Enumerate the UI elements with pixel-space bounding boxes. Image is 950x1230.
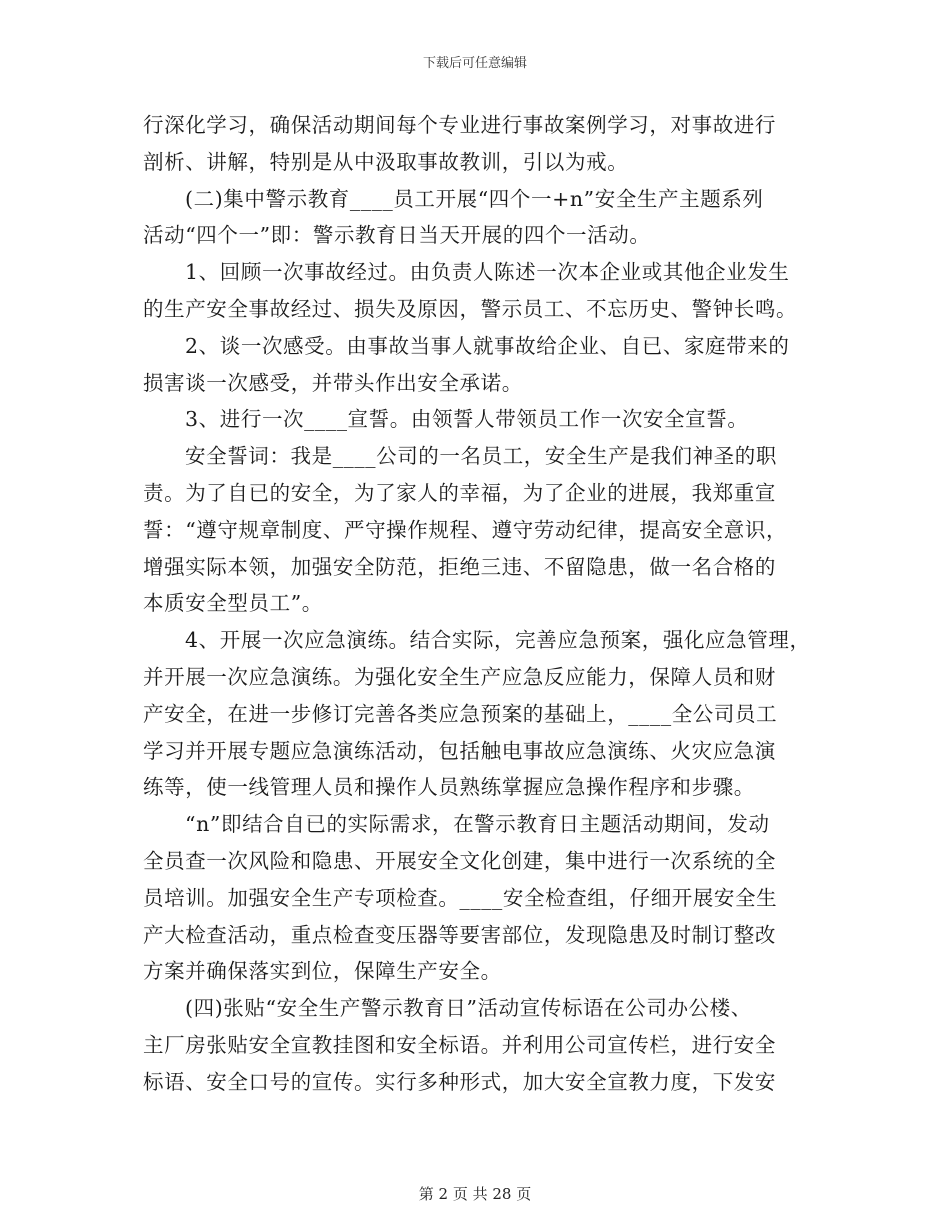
text-line: 2、谈一次感受。由事故当事人就事故给企业、自已、家庭带来的 [185,333,790,358]
text-line: 学习并开展专题应急演练活动，包括触电事故应急演练、火灾应急演 [143,738,776,763]
text-line: 主厂房张贴安全宣教挂图和安全标语。并利用公司宣传栏，进行安全 [143,1032,776,1057]
text-line: 并开展一次应急演练。为强化安全生产应急反应能力，保障人员和财 [143,664,776,689]
text-line: 1、回顾一次事故经过。由负责人陈述一次本企业或其他企业发生 [185,260,790,285]
text-line: (四)张贴“安全生产警示教育日”活动宣传标语在公司办公楼、 [185,996,752,1021]
text-line: “n”即结合自已的实际需求，在警示教育日主题活动期间，发动 [185,812,770,837]
text-line: 活动“四个一”即：警示教育日当天开展的四个一活动。 [143,223,651,248]
text-line: 的生产安全事故经过、损失及原因，警示员工、不忘历史、警钟长鸣。 [143,296,798,321]
text-line: 员培训。加强安全生产专项检查。____安全检查组，仔细开展安全生 [143,885,778,910]
text-line: 标语、安全口号的宣传。实行多种形式，加大安全宣教力度，下发安 [143,1069,776,1094]
text-line: 增强实际本领，加强安全防范，拒绝三违、不留隐患，做一名合格的 [143,554,776,579]
text-line: 本质安全型员工”。 [143,591,323,616]
page-header: 下载后可任意编辑 [422,56,527,71]
text-line: 安全誓词：我是____公司的一名员工，安全生产是我们神圣的职 [185,444,777,469]
text-line: 誓：“遵守规章制度、严守操作规程、遵守劳动纪律，提高安全意识， [143,517,788,542]
document-body [143,107,823,1101]
text-line: 全员查一次风险和隐患、开展安全文化创建，集中进行一次系统的全 [143,848,776,873]
text-line: 剖析、讲解，特别是从中汲取事故教训，引以为戒。 [143,149,629,174]
text-line: 行深化学习，确保活动期间每个专业进行事故案例学习，对事故进行 [143,113,776,137]
text-line: 4、开展一次应急演练。结合实际，完善应急预案，强化应急管理， [185,628,811,653]
text-line: 损害谈一次感受，并带头作出安全承诺。 [143,370,523,395]
text-line: 产安全，在进一步修订完善各类应急预案的基础上，____全公司员工 [143,701,778,726]
text-line: (二)集中警示教育____员工开展“四个一+n”安全生产主题系列 [185,186,764,211]
text-line: 责。为了自已的安全，为了家人的幸福，为了企业的进展，我郑重宣 [143,480,776,505]
page-number-footer: 第 2 页 共 28 页 [418,1185,532,1203]
text-line: 3、进行一次____宣誓。由领誓人带领员工作一次安全宣誓。 [185,407,749,432]
text-line: 产大检查活动，重点检查变压器等要害部位，发现隐患及时制订整改 [143,922,776,947]
text-line: 练等，使一线管理人员和操作人员熟练掌握应急操作程序和步骤。 [143,775,755,800]
text-line: 方案并确保落实到位，保障生产安全。 [143,959,502,984]
